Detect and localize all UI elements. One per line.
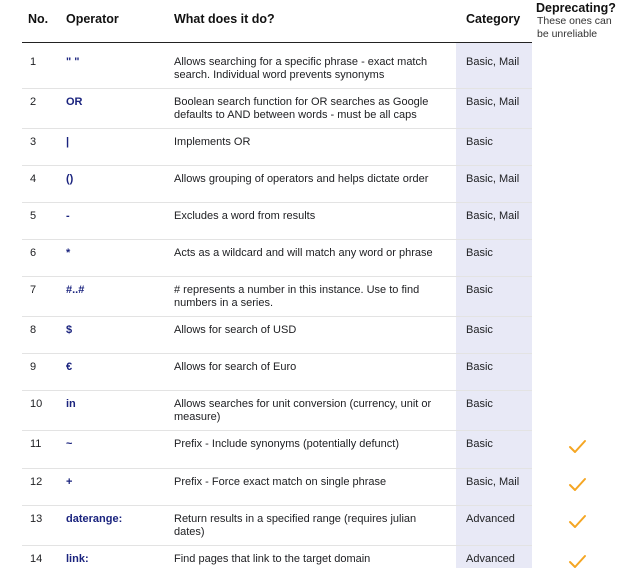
description-cell [174, 361, 444, 374]
operator-cell: € [66, 361, 73, 373]
description-line-1: # represents a number in this instance. Use to find [174, 284, 420, 296]
operator-cell: () [66, 173, 74, 185]
category-cell: Basic, Mail [466, 210, 520, 222]
description-line-1: Allows searches for unit conversion (currency, unit or [174, 398, 432, 410]
description-cell [174, 173, 444, 186]
row-number: 11 [30, 438, 42, 450]
row-number: 1 [30, 56, 37, 68]
description-cell [174, 96, 444, 122]
row-divider [22, 128, 532, 129]
description-line-1: Excludes a word from results [174, 210, 316, 222]
description-cell [174, 56, 444, 82]
operator-cell: in [66, 398, 76, 410]
description-line-2: search. Individual word prevents synonyms [174, 69, 385, 81]
row-number: 3 [30, 136, 37, 148]
category-cell: Basic [466, 247, 493, 259]
row-divider [22, 430, 532, 431]
description-cell [174, 324, 444, 337]
description-line-1: Allows searching for a specific phrase - exact match [174, 56, 428, 68]
operator-cell: link: [66, 553, 89, 565]
row-divider [22, 545, 532, 546]
category-column-highlight [456, 42, 532, 568]
description-line-1: Find pages that link to the target domain [174, 553, 371, 565]
description-line-2: defaults to AND between words - must be all caps [174, 109, 417, 121]
operator-cell: daterange: [66, 513, 123, 525]
header-category: Category [466, 12, 521, 26]
row-divider [22, 276, 532, 277]
row-divider [22, 505, 532, 506]
description-line-1: Acts as a wildcard and will match any word or phrase [174, 247, 433, 259]
header-deprecating-note-2: be unreliable [537, 28, 598, 40]
header-deprecating: Deprecating? [536, 1, 616, 15]
category-cell: Advanced [466, 513, 515, 525]
row-divider [22, 316, 532, 317]
header-no: No. [28, 12, 49, 26]
operator-cell: * [66, 247, 71, 259]
row-divider [22, 202, 532, 203]
description-line-2: measure) [174, 411, 221, 423]
row-number: 2 [30, 96, 37, 108]
category-cell: Basic [466, 324, 493, 336]
description-cell [174, 284, 444, 310]
header-what: What does it do? [174, 12, 275, 26]
description-line-1: Boolean search function for OR searches as Google [174, 96, 429, 108]
description-cell [174, 476, 444, 489]
operator-cell: - [66, 210, 70, 222]
row-number: 8 [30, 324, 37, 336]
description-cell [174, 210, 444, 223]
description-line-1: Prefix - Include synonyms (potentially defunct) [174, 438, 399, 450]
checkmark-icon [567, 553, 587, 571]
description-cell [174, 247, 444, 260]
category-cell: Basic, Mail [466, 56, 520, 68]
description-line-1: Return results in a specified range (requires julian [174, 513, 417, 525]
operator-cell: $ [66, 324, 73, 336]
category-cell: Basic [466, 438, 493, 450]
row-number: 12 [30, 476, 43, 488]
description-line-2: dates) [174, 526, 205, 538]
category-cell: Basic [466, 398, 493, 410]
row-number: 6 [30, 247, 37, 259]
row-number: 7 [30, 284, 37, 296]
header-deprecating-note-1: These ones can [537, 15, 612, 27]
category-cell: Basic [466, 284, 493, 296]
description-cell [174, 513, 444, 539]
category-cell: Basic [466, 136, 493, 148]
description-cell [174, 438, 444, 451]
operator-cell: OR [66, 96, 83, 108]
header-rule [22, 42, 532, 43]
description-cell [174, 553, 444, 566]
checkmark-icon [567, 476, 587, 494]
description-line-2: numbers in a series. [174, 297, 274, 309]
checkmark-icon [567, 438, 587, 456]
description-cell [174, 136, 444, 149]
category-cell: Basic, Mail [466, 173, 520, 185]
description-line-1: Allows for search of Euro [174, 361, 297, 373]
row-divider [22, 88, 532, 89]
description-line-1: Allows for search of USD [174, 324, 297, 336]
row-number: 13 [30, 513, 43, 525]
operator-cell: + [66, 476, 73, 488]
operator-cell: ~ [66, 438, 73, 450]
row-divider [22, 468, 532, 469]
operator-cell: " " [66, 56, 80, 68]
row-divider [22, 165, 532, 166]
row-number: 10 [30, 398, 43, 410]
row-number: 14 [30, 553, 43, 565]
category-cell: Basic, Mail [466, 476, 520, 488]
header-operator: Operator [66, 12, 119, 26]
description-line-1: Prefix - Force exact match on single phrase [174, 476, 387, 488]
row-divider [22, 239, 532, 240]
operator-cell: #..# [66, 284, 85, 296]
description-line-1: Implements OR [174, 136, 251, 148]
row-divider [22, 390, 532, 391]
category-cell: Advanced [466, 553, 515, 565]
category-cell: Basic, Mail [466, 96, 520, 108]
category-cell: Basic [466, 361, 493, 373]
checkmark-icon [567, 513, 587, 531]
operator-cell: | [66, 136, 70, 148]
description-line-1: Allows grouping of operators and helps dictate order [174, 173, 429, 185]
row-number: 5 [30, 210, 37, 222]
row-number: 4 [30, 173, 37, 185]
row-number: 9 [30, 361, 37, 373]
row-divider [22, 353, 532, 354]
description-cell [174, 398, 444, 424]
